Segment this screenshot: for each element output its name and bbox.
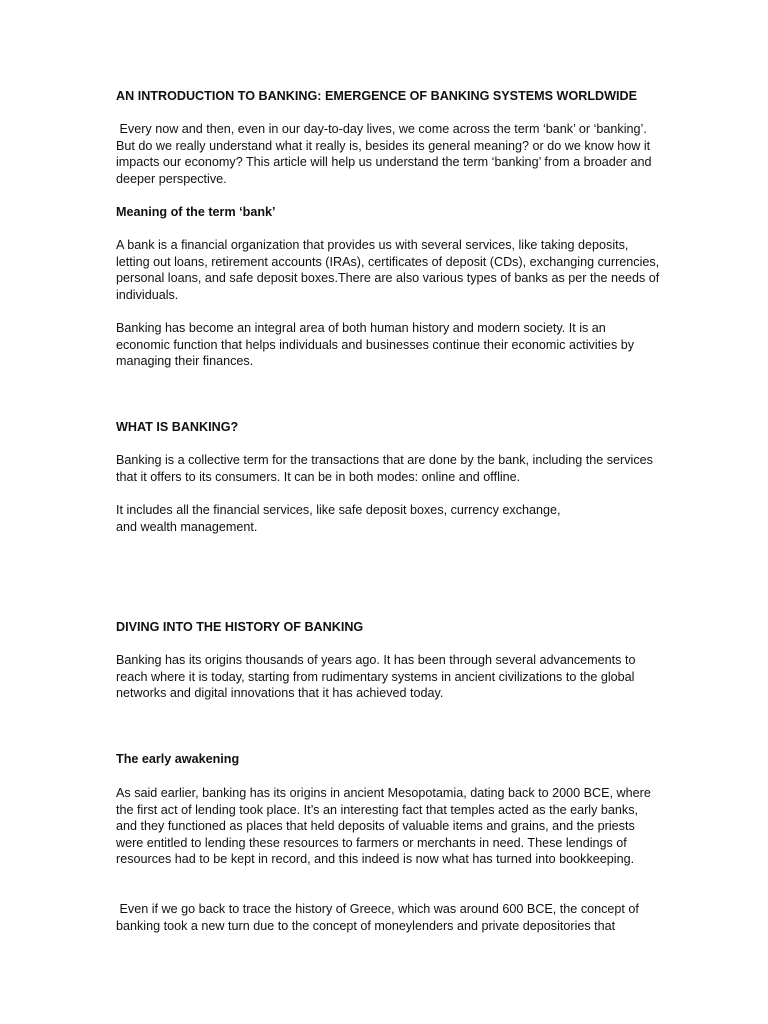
intro-paragraph: Every now and then, even in our day-to-day lives, we come across the term ‘bank’ or ‘banking’. But do we really understand what it really is, besides its general meaning? or do we know how it impacts our economy? This article will help us understand the term ‘banking’ from a broader and deeper perspective.	[116, 122, 656, 186]
early-awakening-paragraph-2: Even if we go back to trace the history of Greece, which was around 600 BCE, the concept of banking took a new turn due to the concept of moneylenders and private depositories that	[116, 902, 643, 933]
document-title: AN INTRODUCTION TO BANKING: EMERGENCE OF BANKING SYSTEMS WORLDWIDE	[116, 89, 638, 103]
what-is-banking-paragraph-1: Banking is a collective term for the transactions that are done by the bank, including the services that it offers to its consumers. It can be in both modes: online and offline.	[116, 453, 653, 484]
meaning-paragraph-2: Banking has become an integral area of both human history and modern society. It is an economic function that helps individuals and businesses continue their economic activities by managing their finances.	[116, 321, 635, 368]
what-is-banking-paragraph-2: It includes all the financial services, like safe deposit boxes, currency exchange, and wealth management.	[116, 503, 561, 534]
history-heading: DIVING INTO THE HISTORY OF BANKING	[116, 620, 364, 634]
meaning-paragraph-1: A bank is a financial organization that provides us with several services, like taking deposits, letting out loans, retirement accounts (IRAs), certificates of deposit (CDs), exchanging currencies, personal loans, and safe deposit boxes.There are also various types of banks as per the needs of individuals.	[116, 238, 660, 302]
meaning-heading: Meaning of the term ‘bank’	[116, 205, 276, 219]
what-is-banking-heading: WHAT IS BANKING?	[116, 420, 239, 434]
early-awakening-heading: The early awakening	[116, 752, 240, 766]
history-paragraph-1: Banking has its origins thousands of years ago. It has been through several advancements to reach where it is today, starting from rudimentary systems in ancient civilizations to the global networks and digital innovations that it has achieved today.	[116, 653, 636, 700]
early-awakening-paragraph-1: As said earlier, banking has its origins in ancient Mesopotamia, dating back to 2000 BCE, where the first act of lending took place. It’s an interesting fact that temples acted as the early banks, and they functioned as places that held deposits of valuable items and grains, and the priests were entitled to lending these resources to farmers or merchants in need. These lendings of resources had to be kept in record, and this indeed is now what has turned into bookkeeping.	[116, 786, 651, 866]
